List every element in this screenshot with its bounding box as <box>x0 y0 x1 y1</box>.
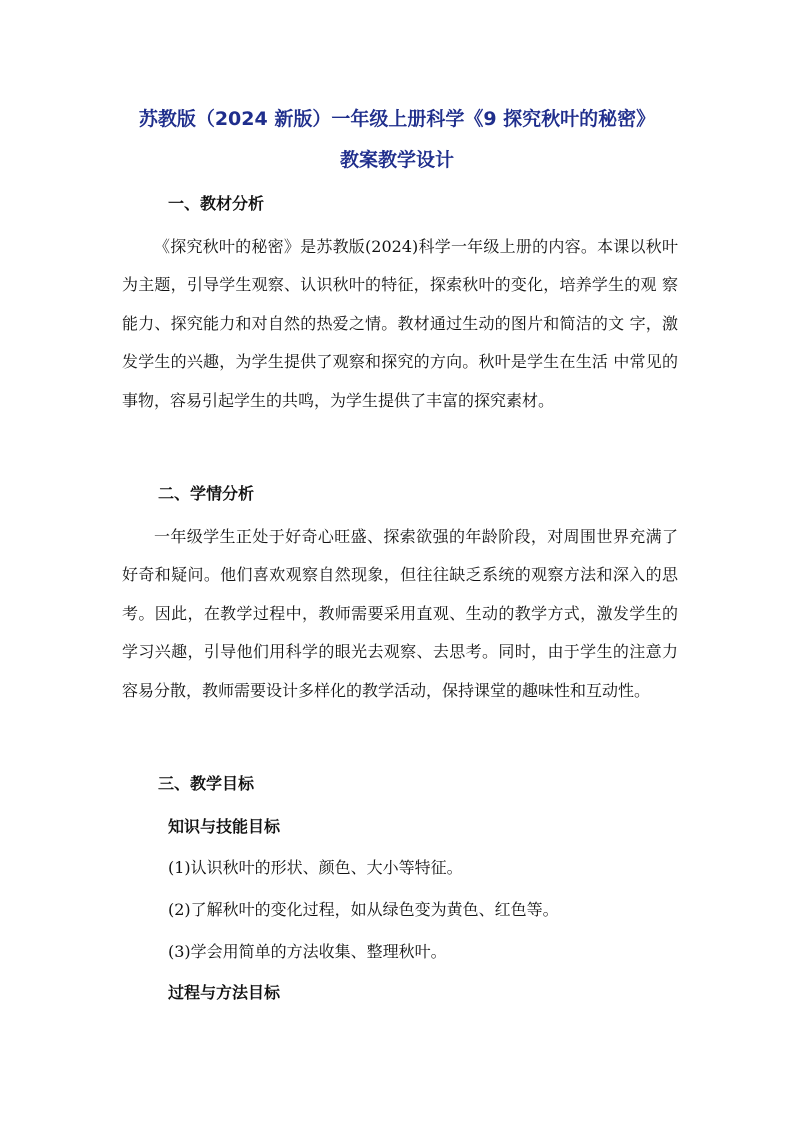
objective-item-2: (2)了解秋叶的变化过程，如从绿色变为黄色、红色等。 <box>168 900 559 919</box>
section-heading-student-analysis: 二、学情分析 <box>158 484 255 503</box>
paragraph-student-analysis: 一年级学生正处于好奇心旺盛、探索欲强的年龄阶段，对周围世界充满了好奇和疑问。他们喜欢观察自然现象，但往往缺乏系统的观察方法和深入的思考。因此，在教学过程中，教师需要采用直观、生动的教学方式，激发学生的学习兴趣，引导他们用科学的眼光去观察、去思考。同时，由于学生的注意力容易分散，教师需要设计多样化的教学活动，保持课堂的趣味性和互动性。 <box>122 527 678 700</box>
document-title-line-2: 教案教学设计 <box>339 149 454 171</box>
subheading-knowledge-skills: 知识与技能目标 <box>168 817 281 836</box>
objective-item-1: (1)认识秋叶的形状、颜色、大小等特征。 <box>168 858 463 877</box>
section-heading-teaching-objectives: 三、教学目标 <box>158 774 255 793</box>
subheading-process-methods: 过程与方法目标 <box>168 983 281 1002</box>
objective-item-3: (3)学会用简单的方法收集、整理秋叶。 <box>168 942 447 961</box>
paragraph-textbook-analysis: 《探究秋叶的秘密》是苏教版(2024)科学一年级上册的内容。本课以秋叶 为主题，引导学生观察、认识秋叶的特征，探索秋叶的变化，培养学生的观 察能力、探究能力和对自然的热爱之情。教材通过生动的图片和简洁的文 字，激发学生的兴趣，为学生提供了观察和探究的方向。秋叶是学生在生活 中常见的事物，容易引起学生的共鸣，为学生提供了丰富的探究素材。 <box>122 237 678 410</box>
document-title-line-1: 苏教版（2024 新版）一年级上册科学《9 探究秋叶的秘密》 <box>138 108 656 130</box>
section-heading-textbook-analysis: 一、教材分析 <box>168 194 265 213</box>
